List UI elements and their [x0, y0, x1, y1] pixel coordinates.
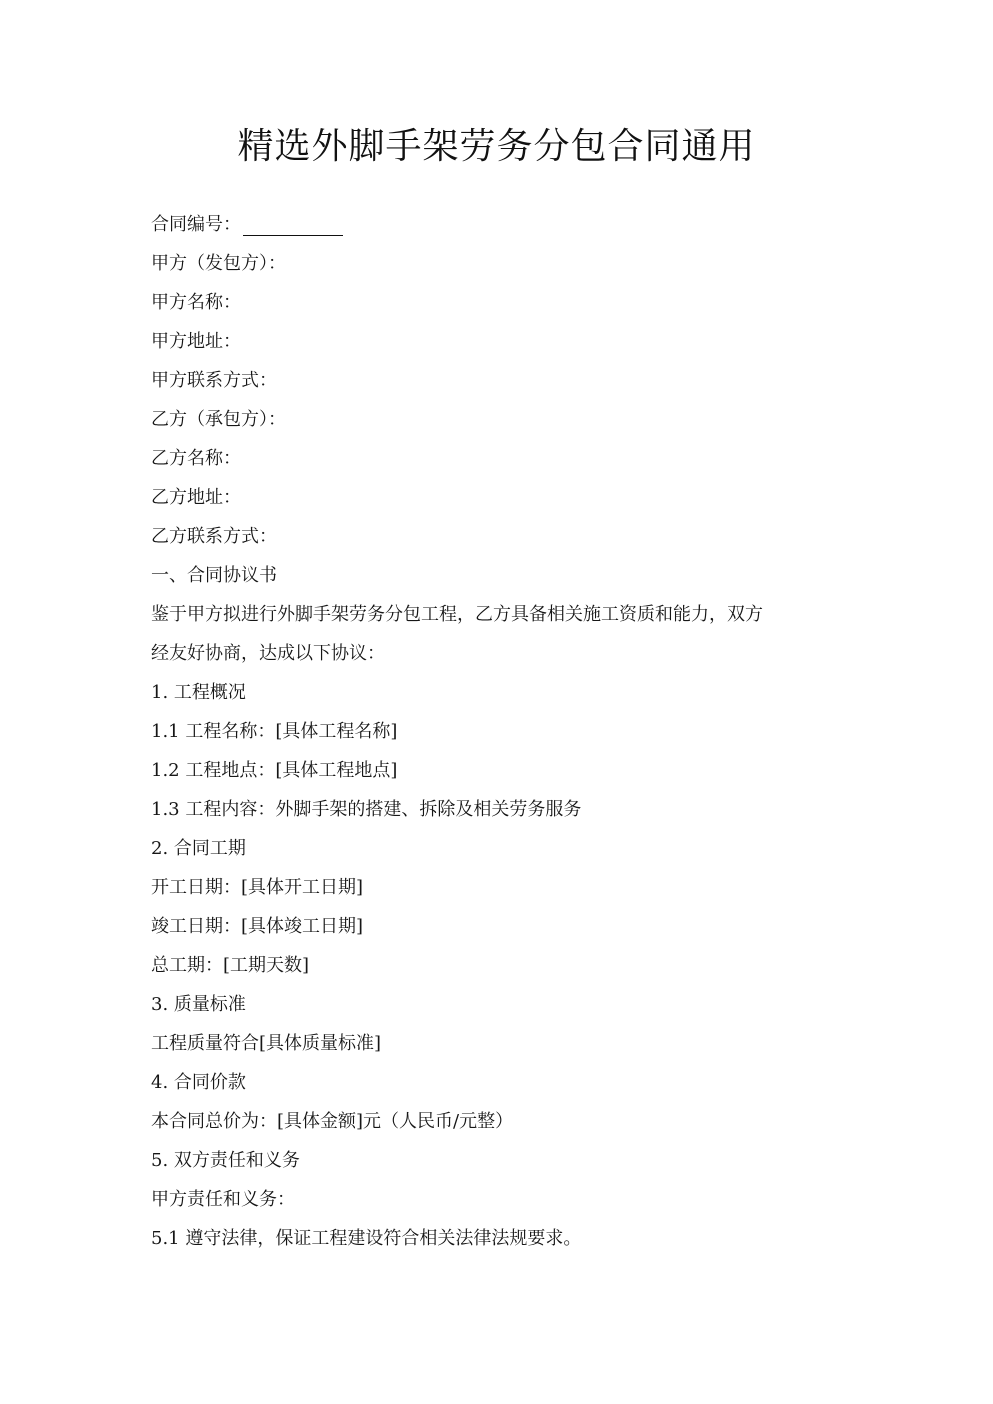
party-b-address: 乙方地址：: [151, 487, 241, 508]
clause-item: 工程质量符合[具体质量标准]: [151, 1033, 382, 1054]
party-a-contact: 甲方联系方式：: [151, 370, 277, 391]
clause-item: 1.1 工程名称：[具体工程名称]: [151, 721, 398, 742]
clause-item: 本合同总价为：[具体金额]元（人民币/元整）: [151, 1111, 514, 1132]
clause-item: 总工期：[工期天数]: [151, 955, 310, 976]
contract-number-blank: [243, 215, 343, 236]
section-heading-agreement: 一、合同协议书: [151, 565, 277, 586]
paragraph-line: 鉴于甲方拟进行外脚手架劳务分包工程，乙方具备相关施工资质和能力，双方: [151, 604, 763, 625]
clause-item: 甲方责任和义务：: [151, 1189, 295, 1210]
clause-heading: 5. 双方责任和义务: [151, 1150, 300, 1171]
document-body: [151, 205, 851, 1258]
clause-heading: 1. 工程概况: [151, 682, 246, 703]
party-b-heading: 乙方（承包方）：: [151, 409, 286, 430]
contract-number-label: 合同编号：: [151, 214, 241, 235]
clause-heading: 3. 质量标准: [151, 994, 246, 1015]
party-a-name: 甲方名称：: [151, 292, 241, 313]
clause-item: 1.2 工程地点：[具体工程地点]: [151, 760, 398, 781]
clause-heading: 4. 合同价款: [151, 1072, 246, 1093]
clause-item: 5.1 遵守法律，保证工程建设符合相关法律法规要求。: [151, 1228, 582, 1249]
clause-item: 1.3 工程内容：外脚手架的搭建、拆除及相关劳务服务: [151, 799, 582, 820]
party-b-name: 乙方名称：: [151, 448, 241, 469]
clause-item: 竣工日期：[具体竣工日期]: [151, 916, 364, 937]
paragraph-line: 经友好协商，达成以下协议：: [151, 643, 385, 664]
party-a-address: 甲方地址：: [151, 331, 241, 352]
document-title: 精选外脚手架劳务分包合同通用: [237, 126, 756, 167]
party-b-contact: 乙方联系方式：: [151, 526, 277, 547]
contract-number-line: [151, 205, 851, 244]
clause-heading: 2. 合同工期: [151, 838, 246, 859]
party-a-heading: 甲方（发包方）：: [151, 253, 286, 274]
clause-item: 开工日期：[具体开工日期]: [151, 877, 364, 898]
